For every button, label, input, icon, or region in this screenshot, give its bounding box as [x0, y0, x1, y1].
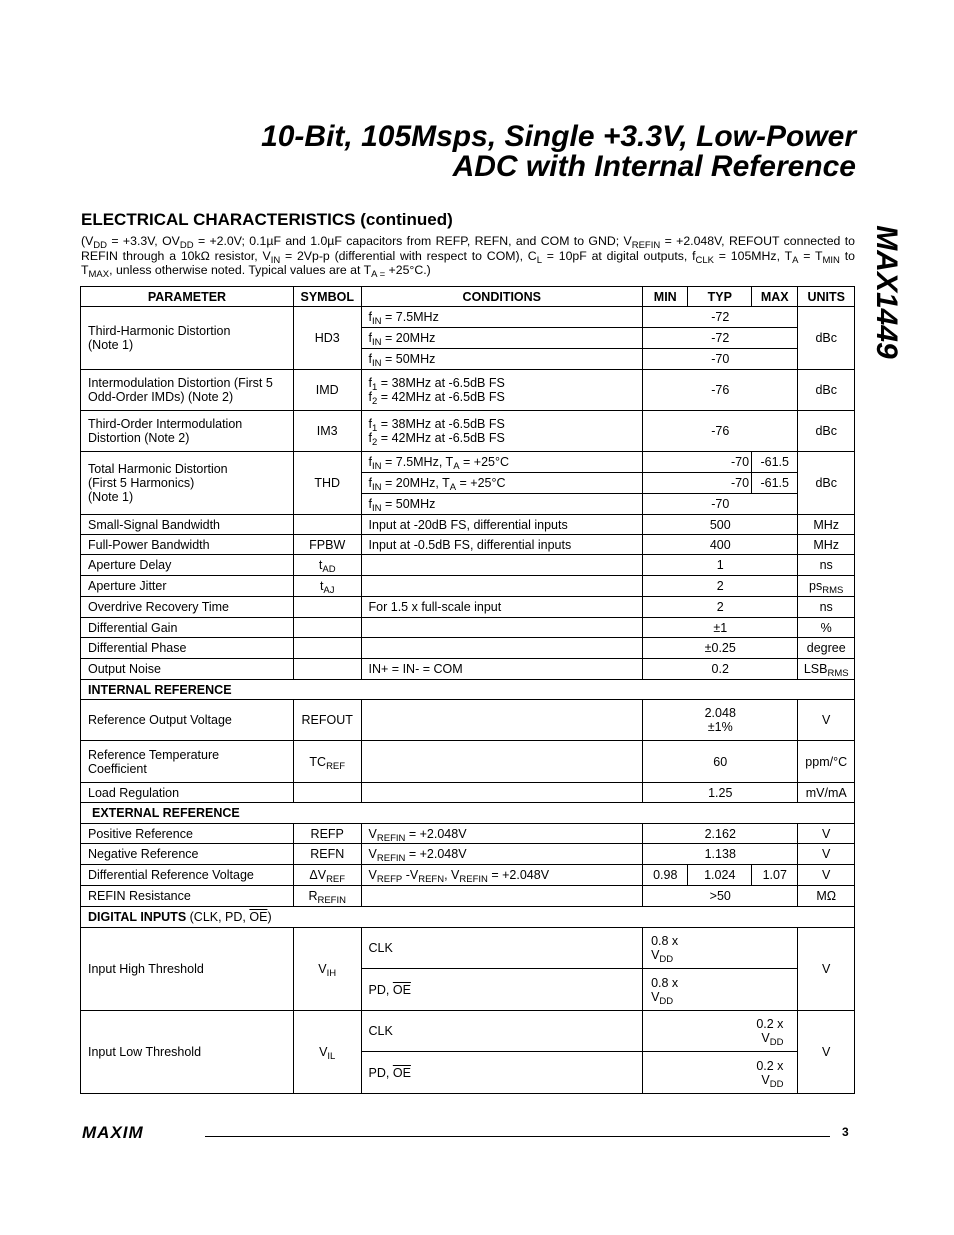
title-line-2: ADC with Internal Reference — [452, 150, 856, 183]
typ-cell: 2 — [643, 576, 798, 597]
cond-cell — [361, 638, 643, 659]
symbol-cell: $V_{IH}$ — [293, 928, 361, 1011]
cond-cell — [361, 783, 643, 803]
max-cell: -61.5 — [752, 452, 798, 473]
cond-cell — [361, 886, 643, 907]
units-cell: degree — [798, 638, 855, 659]
typ-cell: -76 — [643, 411, 798, 452]
typ-cell: -70 — [643, 494, 798, 515]
units-cell: $ps_{RMS}$ — [798, 576, 855, 597]
typ-cell: 1.25 — [643, 783, 798, 803]
typ-cell: 2.162 — [643, 824, 798, 844]
symbol-cell: REFN — [293, 844, 361, 865]
param-cell: Output Noise — [81, 659, 294, 680]
symbol-hd3: HD3 — [293, 307, 361, 370]
cond-cell: $V_{REFP}$ $-V_{REFN}$, $V_{REFIN} = +2.048V$ — [361, 865, 643, 886]
symbol-cell — [293, 783, 361, 803]
table-row — [81, 928, 855, 969]
cond-cell — [361, 741, 643, 783]
symbol-cell: $TC_{REF}$ — [293, 741, 361, 783]
symbol-cell — [293, 618, 361, 638]
part-number: MAX1449 — [870, 225, 903, 359]
title-line-1: 10-Bit, 105Msps, Single +3.3V, Low-Power — [261, 120, 856, 153]
max-cell: 0.2 x $V_{DD}$ — [643, 1052, 798, 1094]
header-parameter: PARAMETER — [81, 287, 294, 307]
units-cell: dBc — [798, 411, 855, 452]
param-cell: Aperture Jitter — [81, 576, 294, 597]
min-cell: 0.98 — [643, 865, 688, 886]
symbol-imd: IMD — [293, 370, 361, 411]
header-conditions: CONDITIONS — [361, 287, 643, 307]
typ-cell: -70 — [643, 452, 752, 473]
table-row — [81, 307, 855, 328]
header-units: UNITS — [798, 287, 855, 307]
table-row — [81, 638, 855, 659]
param-cell: Input Low Threshold — [81, 1011, 294, 1094]
typ-cell: 1.024 — [688, 865, 752, 886]
typ-cell: 60 — [643, 741, 798, 783]
units-cell: V — [798, 824, 855, 844]
param-cell: Load Regulation — [81, 783, 294, 803]
table-row — [81, 411, 855, 452]
cond-cell — [361, 700, 643, 741]
param-cell: REFIN Resistance — [81, 886, 294, 907]
test-conditions: ($V_{DD} = +3.3V$, $OV_{DD} = +2.0V$; 0.1µF and 1.0µF capacitors from REFP, REFN, and COM to GND; $V_{REFIN} = +2.048V$, REFOUT connected to REFIN through a 10kΩ resistor, $V_{IN} = 2Vp-p$ (differential with respect to COM), $C_L = 10pF$ at digital outputs, $f_{CLK} = 105MHz$, $T_A = T_{MIN}$ to $T_{MAX}$, unless otherwise noted. Typical values are at $T_{A =} +25^\circ C$.) — [81, 234, 855, 281]
cond-cell: $f_{IN} = 7.5MHz$, $T_A = +25^\circ C$ — [361, 452, 643, 473]
symbol-cell: REFOUT — [293, 700, 361, 741]
units-thd: dBc — [798, 452, 855, 515]
typ-cell: 1.138 — [643, 844, 798, 865]
table-row — [81, 783, 855, 803]
typ-cell: -76 — [643, 370, 798, 411]
cond-cell: PD, $\overline{OE}$ — [361, 1052, 643, 1094]
table-row — [81, 555, 855, 576]
cond-cell: PD, $\overline{OE}$ — [361, 969, 643, 1011]
cond-cell: $f_{IN} = 50MHz$ — [361, 494, 643, 515]
typ-cell: 2 — [643, 597, 798, 618]
param-cell: Reference Temperature Coefficient — [81, 741, 294, 783]
typ-cell: -72 — [643, 307, 798, 328]
table-row — [81, 618, 855, 638]
table-row — [81, 597, 855, 618]
units-hd3: dBc — [798, 307, 855, 370]
header-max: MAX — [752, 287, 798, 307]
table-row — [81, 1011, 855, 1052]
param-hd3: Third-Harmonic Distortion (Note 1) — [81, 307, 294, 370]
units-cell: V — [798, 844, 855, 865]
cond-cell: $f_{IN} = 7.5MHz$ — [361, 307, 643, 328]
table-row — [81, 515, 855, 535]
document-title — [261, 122, 856, 182]
symbol-cell: $V_{IL}$ — [293, 1011, 361, 1094]
param-cell: Differential Phase — [81, 638, 294, 659]
cond-cell: Input at -0.5dB FS, differential inputs — [361, 535, 643, 555]
table-row — [81, 370, 855, 411]
typ-cell: 2.048 ±1% — [643, 700, 798, 741]
typ-cell: >50 — [643, 886, 798, 907]
table-row — [81, 452, 855, 473]
units-cell: % — [798, 618, 855, 638]
table-row — [81, 576, 855, 597]
symbol-thd: THD — [293, 452, 361, 515]
section-row — [81, 680, 855, 700]
symbol-cell — [293, 638, 361, 659]
cond-cell: For 1.5 x full-scale input — [361, 597, 643, 618]
header-symbol: SYMBOL — [293, 287, 361, 307]
min-cell: 0.8 x $V_{DD}$ — [643, 969, 798, 1011]
max-cell: 0.2 x $V_{DD}$ — [643, 1011, 798, 1052]
units-cell: V — [798, 865, 855, 886]
cond-cell: $f_{IN} = 20MHz$ — [361, 328, 643, 349]
header-row — [81, 287, 855, 307]
typ-cell: ±0.25 — [643, 638, 798, 659]
param-thd: Total Harmonic Distortion (First 5 Harmonics) (Note 1) — [81, 452, 294, 515]
param-cell: Reference Output Voltage — [81, 700, 294, 741]
symbol-cell: $t_{AD}$ — [293, 555, 361, 576]
cond-cell: $V_{REFIN} = +2.048V$ — [361, 824, 643, 844]
cond-cell: $f_{IN} = 50MHz$ — [361, 349, 643, 370]
param-im3: Third-Order Intermodulation Distortion (Note 2) — [81, 411, 294, 452]
param-cell: Differential Reference Voltage — [81, 865, 294, 886]
section-row — [81, 803, 855, 824]
table-row — [81, 886, 855, 907]
header-min: MIN — [643, 287, 688, 307]
param-cell: Overdrive Recovery Time — [81, 597, 294, 618]
param-cell: Differential Gain — [81, 618, 294, 638]
section-internal-reference: INTERNAL REFERENCE — [81, 680, 855, 700]
maxim-logo — [82, 1124, 192, 1140]
typ-cell: -72 — [643, 328, 798, 349]
typ-cell: 500 — [643, 515, 798, 535]
units-cell: ns — [798, 597, 855, 618]
units-cell: dBc — [798, 370, 855, 411]
section-title: ELECTRICAL CHARACTERISTICS (continued) — [81, 210, 453, 229]
units-cell: V — [798, 1011, 855, 1094]
cond-cell: IN+ = IN- = COM — [361, 659, 643, 680]
table-row — [81, 741, 855, 783]
param-imd: Intermodulation Distortion (First 5 Odd-Order IMDs) (Note 2) — [81, 370, 294, 411]
max-cell: -61.5 — [752, 473, 798, 494]
footer-rule — [205, 1136, 830, 1137]
param-cell: Positive Reference — [81, 824, 294, 844]
max-cell: 1.07 — [752, 865, 798, 886]
units-cell: MΩ — [798, 886, 855, 907]
cond-cell: CLK — [361, 928, 643, 969]
symbol-im3: IM3 — [293, 411, 361, 452]
typ-cell: 0.2 — [643, 659, 798, 680]
cond-cell — [361, 555, 643, 576]
param-cell: Small-Signal Bandwidth — [81, 515, 294, 535]
min-cell: 0.8 x $V_{DD}$ — [643, 928, 798, 969]
cond-cell: $f_{IN} = 20MHz$, $T_A = +25^\circ C$ — [361, 473, 643, 494]
units-cell: ppm/°C — [798, 741, 855, 783]
typ-cell: 400 — [643, 535, 798, 555]
typ-cell: -70 — [643, 349, 798, 370]
typ-cell: -70 — [643, 473, 752, 494]
cond-cell: Input at -20dB FS, differential inputs — [361, 515, 643, 535]
symbol-cell — [293, 597, 361, 618]
symbol-cell — [293, 515, 361, 535]
part-number-sidebar — [866, 212, 906, 372]
table-row — [81, 865, 855, 886]
cond-cell — [361, 576, 643, 597]
units-cell: mV/mA — [798, 783, 855, 803]
param-cell: Negative Reference — [81, 844, 294, 865]
symbol-cell — [293, 659, 361, 680]
cond-cell: $V_{REFIN} = +2.048V$ — [361, 844, 643, 865]
table-row — [81, 824, 855, 844]
section-digital-inputs: DIGITAL INPUTS (CLK, PD, $\overline{OE}$) — [81, 907, 855, 928]
typ-cell: ±1 — [643, 618, 798, 638]
units-cell: MHz — [798, 535, 855, 555]
units-cell: MHz — [798, 515, 855, 535]
header-typ: TYP — [688, 287, 752, 307]
section-row — [81, 907, 855, 928]
symbol-cell: REFP — [293, 824, 361, 844]
table-row — [81, 659, 855, 680]
units-cell: ns — [798, 555, 855, 576]
section-external-reference: EXTERNAL REFERENCE — [81, 803, 855, 824]
cond-cell: CLK — [361, 1011, 643, 1052]
symbol-cell: $t_{AJ}$ — [293, 576, 361, 597]
cond-cell: $f_1 = 38MHz$ at -6.5dB FS $f_2 = 42MHz$ at -6.5dB FS — [361, 370, 643, 411]
symbol-cell: $\Delta V_{REF}$ — [293, 865, 361, 886]
table-row — [81, 844, 855, 865]
table-row — [81, 700, 855, 741]
symbol-cell: FPBW — [293, 535, 361, 555]
maxim-logo-text: MAXIM — [82, 1124, 144, 1140]
units-cell: V — [798, 928, 855, 1011]
table-row — [81, 535, 855, 555]
page-number: 3 — [842, 1125, 849, 1139]
cond-cell — [361, 618, 643, 638]
param-cell: Aperture Delay — [81, 555, 294, 576]
param-cell: Full-Power Bandwidth — [81, 535, 294, 555]
units-cell: $LSB_{RMS}$ — [798, 659, 855, 680]
typ-cell: 1 — [643, 555, 798, 576]
param-cell: Input High Threshold — [81, 928, 294, 1011]
electrical-characteristics-table — [80, 286, 855, 1094]
units-cell: V — [798, 700, 855, 741]
symbol-cell: $R_{REFIN}$ — [293, 886, 361, 907]
cond-cell: $f_1 = 38MHz$ at -6.5dB FS $f_2 = 42MHz$ at -6.5dB FS — [361, 411, 643, 452]
